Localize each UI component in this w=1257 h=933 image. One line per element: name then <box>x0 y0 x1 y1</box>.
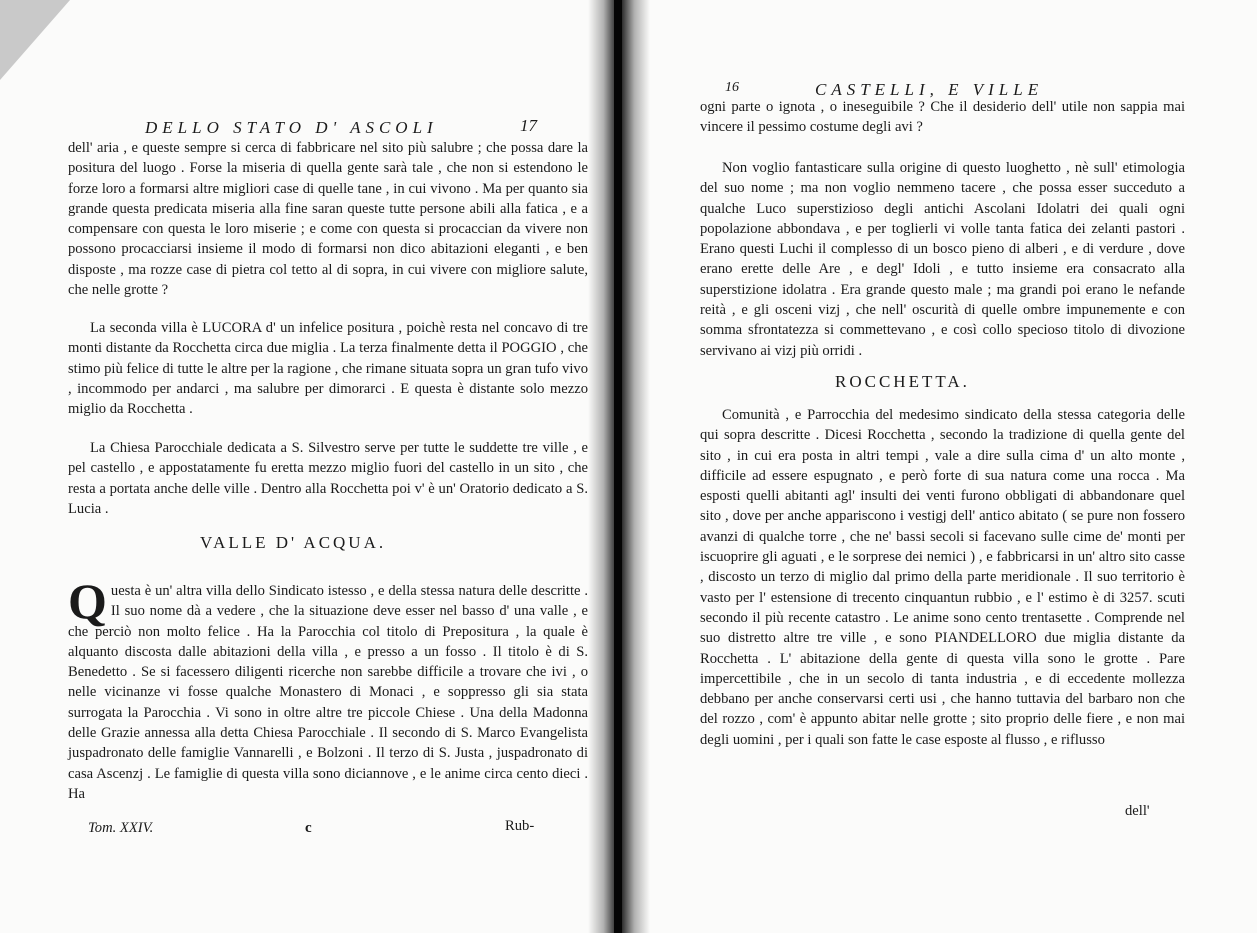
paragraph-text: ogni parte o ignota , o ineseguibile ? Che il desiderio dell' utile non sappia mai vincere il pessimo costume degli avi ? <box>700 99 1185 136</box>
volume-signature: Tom. XXIV. <box>88 820 154 836</box>
right-page <box>695 0 1190 933</box>
paragraph <box>68 573 588 804</box>
paragraph <box>700 158 1185 361</box>
paragraph <box>700 405 1185 750</box>
section-title: VALLE D' ACQUA. <box>200 533 387 552</box>
paragraph <box>700 97 1185 138</box>
paragraph-text: La Chiesa Parocchiale dedicata a S. Silvestro serve per tutte le suddette tre ville , e pel castello , e appostatamente fu eretta mezzo miglio fuori del castello in un sito , che resta a portata anche delle ville . Dentro alla Rocchetta poi v' è un' Oratorio dedicato a S. Lucia . <box>68 440 588 517</box>
running-head: DELLO STATO D' ASCOLI <box>145 118 438 137</box>
paragraph-text: La seconda villa è LUCORA d' un infelice positura , poichè resta nel concavo di tre monti distante da Rocchetta circa due miglia . La terza finalmente detta il POGGIO , che stimo più felice di tutte le altre per la ragione , che rimane situata sopra un gran tufo vivo , incommodo per andarci , ma salubre per dimorarci . E questa è distante solo mezzo miglio da Rocchetta . <box>68 320 588 418</box>
paragraph <box>68 138 588 300</box>
paragraph-text: Non voglio fantasticare sulla origine di questo luoghetto , nè sull' etimologia del suo nome ; ma non voglio nemmeno tacere , che possa esser succeduto a qualche Luco superstizioso degli antichi Ascolani Idolatri dei quali ogni popolazione abbondava , e per toglierli vi volle tanta fatica dei zelanti pastori . Erano questi Luchi il complesso di un bosco pieno di alberi , e di verdure , dove erano erette delle Are , e degl' Idoli , e tutto insieme era consacrato alla superstizione idolatra . Era grande questo male ; ma grandi poi erano le nefande reità , e gli osceni vizj , che nell' oscurità di quelle ombre impunemente e con somma sfrontatezza si commettevano , e così collo specioso titolo di divozione servivano ai vizj più orridi . <box>700 160 1185 359</box>
running-head: CASTELLI, E VILLE <box>815 80 1044 99</box>
catchword: dell' <box>1125 803 1150 819</box>
page-number: 17 <box>520 116 537 135</box>
drop-cap: Q <box>68 573 107 629</box>
paragraph-text: uesta è un' altra villa dello Sindicato istesso , e della stessa natura delle descritte . Il suo nome dà a vedere , che la situazione deve esser nel basso d' una valle , e che perciò non molto felice . Ha la Parocchia col titolo di Prepositura , la quale è alquanto discosta dalle abitazioni della villa , e presso a un fosso . Il titolo è di S. Benedetto . Se si facessero diligenti ricerche non sarebbe difficile a trovare che ivi , o nelle vicinanze vi fosse qualche Monastero di Monaci , e soppresso gli sia stata surrogata la Parocchia . Vi sono in oltre altre tre piccole Chiese . Una della Madonna delle Grazie annessa alla detta Chiesa Parocchiale . Il secondo di S. Marco Evangelista juspadronato delle famiglie Vannarelli , e Bolzoni . Il terzo di S. Justa , juspadronato di casa Ascenzj . Le famiglie di questa villa sono diciannove , e le anime circa cento dieci . Ha <box>68 583 588 802</box>
section-title: ROCCHETTA. <box>835 372 970 391</box>
paragraph-text: Comunità , e Parrocchia del medesimo sindicato della stessa categoria delle qui sopra descritte . Dicesi Rocchetta , secondo la tradizione di quella gente del sito , in cui era posta in altri tempi , vale a dire sulla cima d' un alto monte , difficile ad essere espugnato , e però forte di sua natura come una rocca . Ma esposti quelli abitanti agl' insulti dei venti furono obbligati di abbandonare quel sito , dove per anche appariscono i vestigj dell' antico abitato ( se pure non fossero avanzi di qualche torre , che ne' bassi secoli si facevano sulle cime de' monti per iscuoprire gli aguati , e le sorprese dei nemici ) , e fabbricarsi in un' altro sito casse , discosto un terzo di miglio dal primo della parte meridionale . Il suo territorio è vasto per l' estensione di trecento cinquantun rubbio , e l' estimo è di 3257. scuti secondo il più recente catastro . Le anime sono cento trentasette . Comprende nel suo distretto altre tre ville , e sono PIANDELLORO due miglia distante da Rocchetta . L' abitazione della gente di questa villa sono le grotte . Pare impercettibile , che in un secolo di tanta industria , e di eccedente mollezza debbano per anche conservarsi certi usi , che hanno tuttavia del barbaro non che del rozzo , com' è appunto abitar nelle grotte ; sito proprio delle fiere , e non mai degli uomini , per i quali son fatte le case esposte al flusso , e riflusso <box>700 407 1185 748</box>
catchword: Rub- <box>505 818 535 834</box>
paragraph <box>68 318 588 419</box>
left-page <box>60 0 590 933</box>
paragraph-text: dell' aria , e queste sempre si cerca di fabbricare nel sito più salubre ; che possa dare la positura del luogo . Forse la miseria di quella gente sarà tale , che non si estendono le forze loro a formarsi altre migliori case di quelle tane , in cui vivono . Ma per quanto sia grande questa predicata miseria alla fine saran queste tutte persone abili alla fatica , e a compensare con questa le loro miserie ; e come con questa si procaccian da vivere non possono procacciarsi insieme il modo di formarsi non dico abitazioni eleganti , e ben disposte , ma rozze case di pietra col tetto al di sopra, in cui vivere con migliore salute, che nelle grotte ? <box>68 140 588 299</box>
signature-mark: c <box>305 820 312 836</box>
book-gutter <box>588 0 650 933</box>
paragraph <box>68 438 588 519</box>
page-number: 16 <box>725 80 739 95</box>
